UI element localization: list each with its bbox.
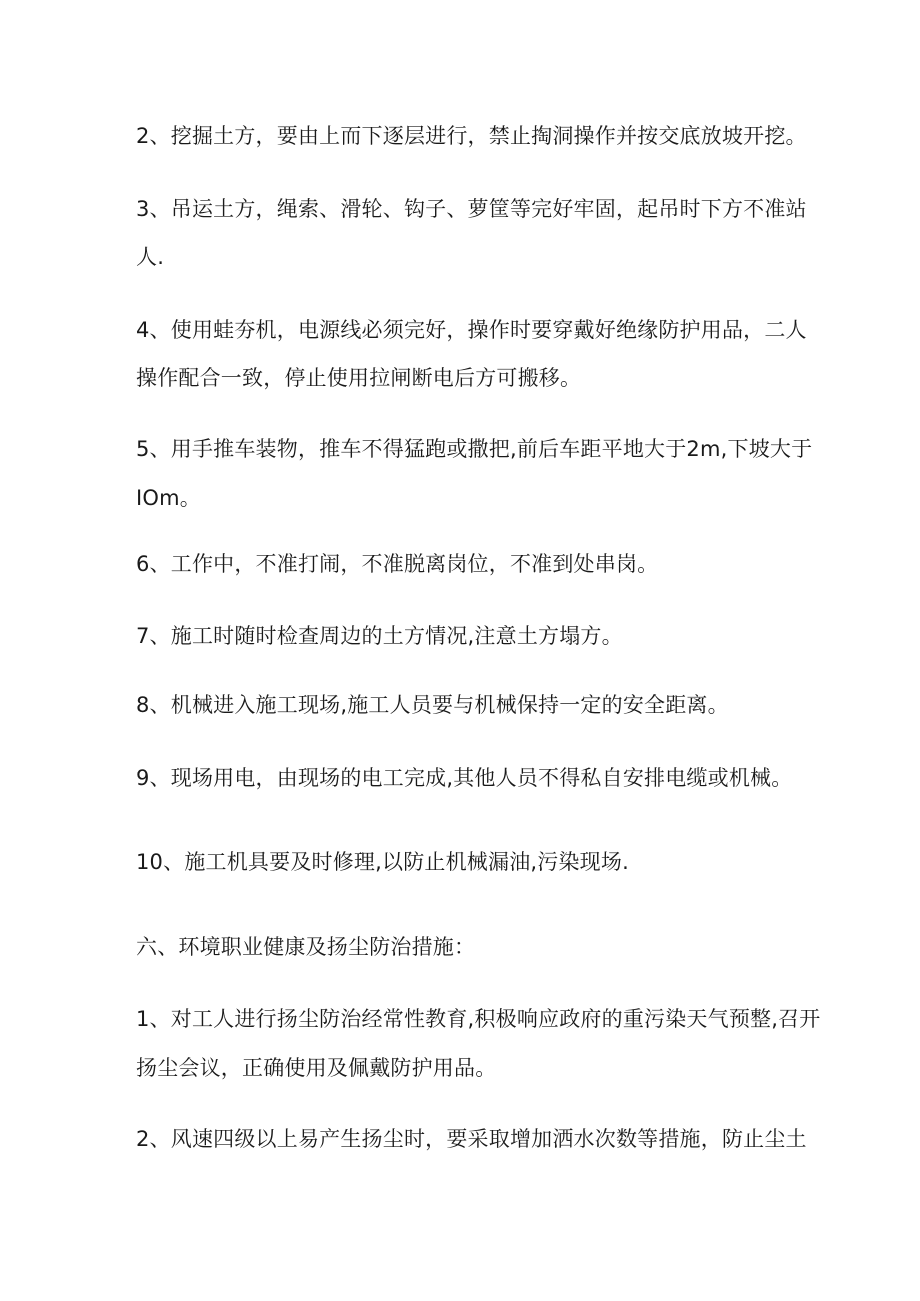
text-line-item-8-machinery: 8、机械进入施工现场,施工人员要与机械保持一定的安全距离。 <box>136 693 729 717</box>
text-line-item-5-handcart: 5、用手推车装物，推车不得猛跑或撒把,前后车距平地大于2m,下坡大于 <box>136 437 813 461</box>
text-line-item-5-continued: IOm。 <box>136 486 201 510</box>
text-line-env-item-1: 1、对工人进行扬尘防治经常性教育,积极响应政府的重污染天气预整,召开 <box>136 1007 821 1031</box>
text-line-item-9-electricity: 9、现场用电，由现场的电工完成,其他人员不得私自安排电缆或机械。 <box>136 766 793 790</box>
section-heading-six: 六、环境职业健康及扬尘防治措施： <box>136 935 476 959</box>
text-line-item-6-work: 6、工作中，不准打闹，不准脱离岗位，不准到处串岗。 <box>136 552 659 576</box>
text-line-item-3-lifting: 3、吊运土方，绳索、滑轮、钩子、萝筐等完好牢固，起吊时下方不准站 <box>136 197 807 221</box>
text-line-item-2-digging: 2、挖掘土方，要由上而下逐层进行，禁止掏洞操作并按交底放坡开挖。 <box>136 124 807 148</box>
text-line-item-3-continued: 人. <box>136 245 165 269</box>
text-line-item-7-inspection: 7、施工时随时检查周边的土方情况,注意土方塌方。 <box>136 624 623 648</box>
text-line-env-item-1-continued: 扬尘会议，正确使用及佩戴防护用品。 <box>136 1056 497 1080</box>
text-line-item-4-rammer: 4、使用蛙夯机，电源线必须完好，操作时要穿戴好绝缘防护用品，二人 <box>136 318 807 342</box>
text-line-env-item-2: 2、风速四级以上易产生扬尘时，要采取增加洒水次数等措施，防止尘土 <box>136 1127 807 1151</box>
text-line-item-4-continued: 操作配合一致，停止使用拉闸断电后方可搬移。 <box>136 366 582 390</box>
text-line-item-10-repair: 10、施工机具要及时修理,以防止机械漏油,污染现场. <box>136 850 629 874</box>
